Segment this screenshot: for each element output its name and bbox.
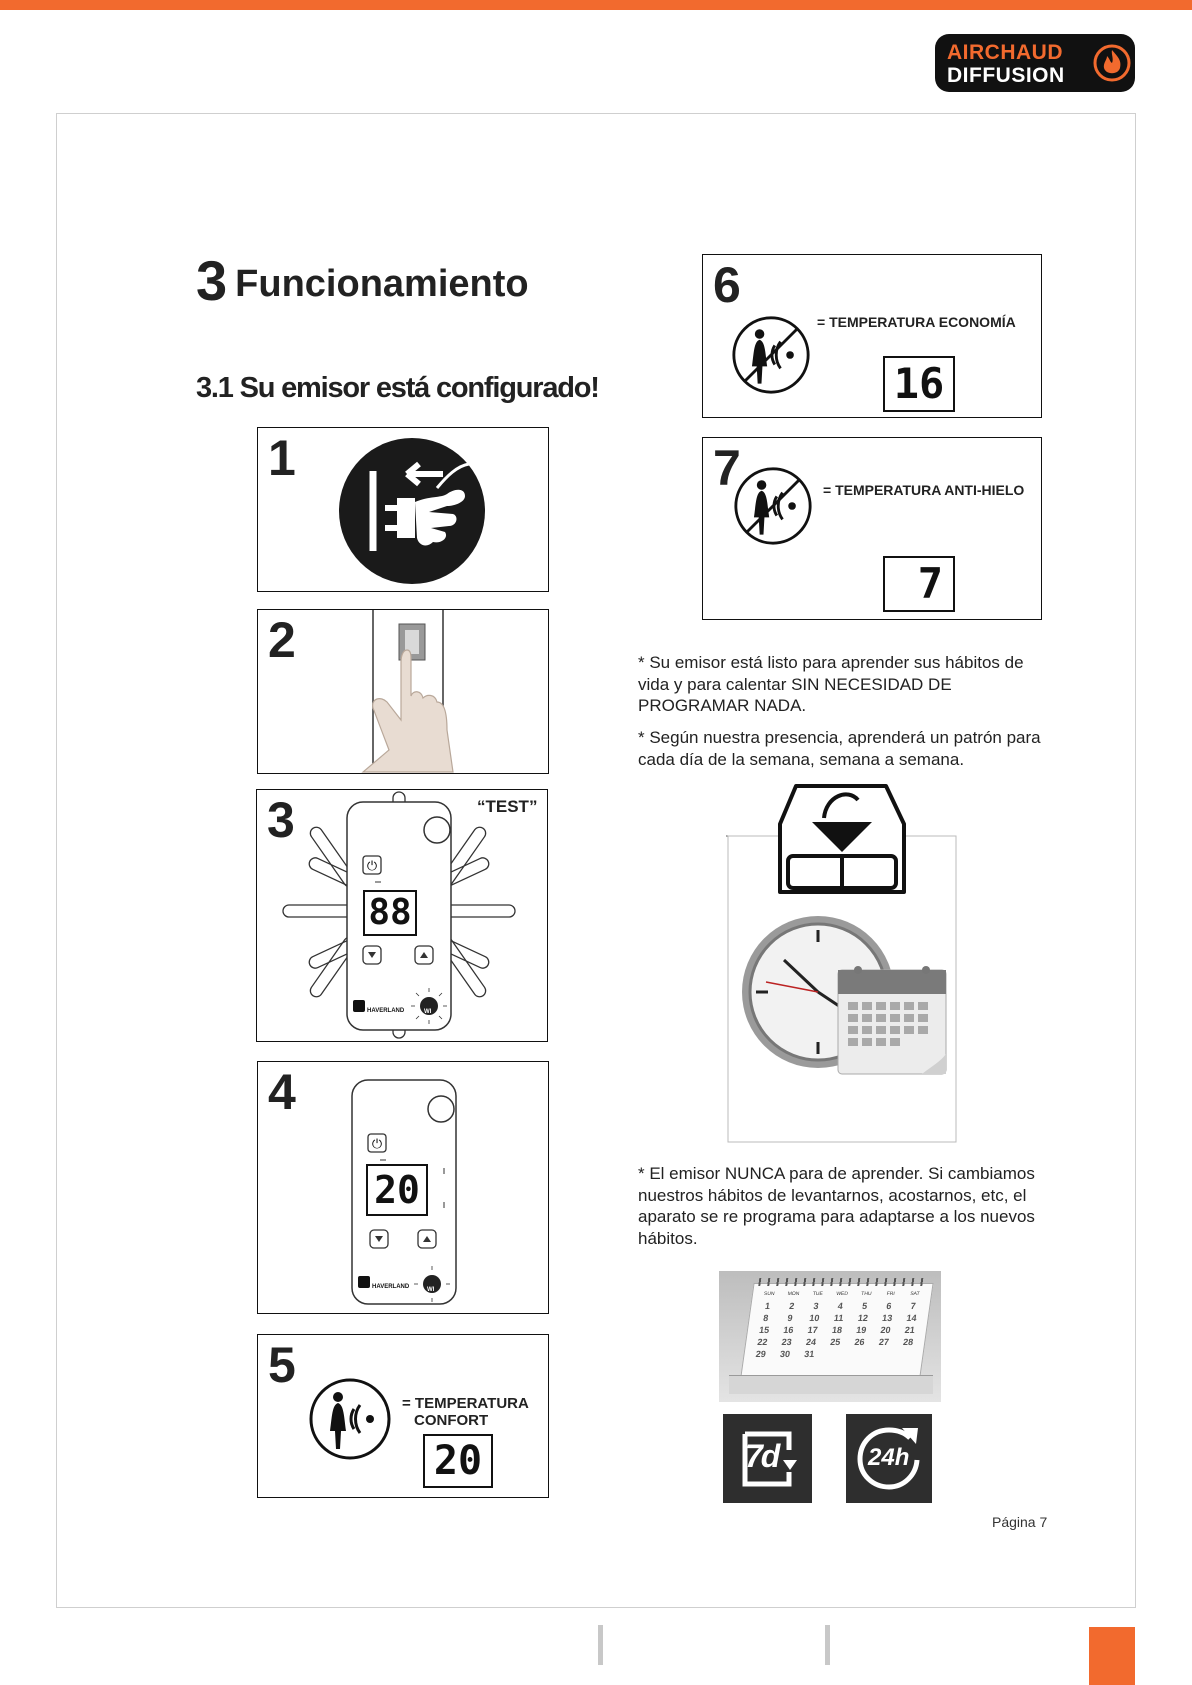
- section-heading: [196, 248, 529, 313]
- calendar-date: 31: [803, 1349, 816, 1359]
- calendar-day-headers: [757, 1291, 928, 1297]
- calendar-date: 18: [831, 1325, 843, 1335]
- calendar-date: 15: [758, 1325, 770, 1335]
- antihielo-display: 7: [883, 556, 955, 612]
- calendar-date: 8: [762, 1313, 770, 1323]
- calendar-date: 29: [755, 1349, 767, 1359]
- calendar-date: 16: [782, 1325, 795, 1335]
- calendar-date: 25: [829, 1337, 842, 1347]
- calendar-day-header: TUE: [812, 1291, 824, 1297]
- calendar-rings: [758, 1278, 929, 1286]
- calendar-day-header: THU: [860, 1291, 872, 1297]
- absence-icon: [731, 315, 811, 395]
- wi-badge-4: WI: [427, 1287, 435, 1293]
- confort-display: 20: [423, 1434, 493, 1488]
- test-display: 88: [363, 890, 417, 936]
- unplug-icon: [337, 436, 487, 586]
- confort-label-line1: = TEMPERATURA: [402, 1395, 529, 1412]
- economia-label: = TEMPERATURA ECONOMÍA: [817, 314, 1016, 330]
- footer-accent-square: [1089, 1627, 1135, 1685]
- temperature-display-4: 20: [366, 1164, 428, 1216]
- seven-day-icon: [723, 1414, 812, 1503]
- calendar-date: 11: [833, 1313, 845, 1323]
- calendar-date: 4: [837, 1301, 844, 1311]
- seven-day-label: 7d: [745, 1438, 779, 1474]
- calendar-date: 26: [853, 1337, 866, 1347]
- calendar-date: 2: [788, 1301, 795, 1311]
- calendar-day-header: WED: [835, 1291, 849, 1297]
- calendar-date: 10: [808, 1313, 821, 1323]
- step-2-number: 2: [268, 612, 296, 668]
- step-7-box: [702, 437, 1042, 620]
- confort-label-line2: CONFORT: [414, 1412, 489, 1429]
- section-number: 3: [196, 249, 228, 312]
- calendar-date: 28: [902, 1337, 914, 1347]
- svg-text:⏻: ⏻: [371, 1137, 383, 1152]
- calendar-day-header: MON: [787, 1291, 800, 1297]
- calendar-date: 1: [764, 1301, 771, 1311]
- calendar-date: 9: [786, 1313, 794, 1323]
- top-accent-bar: [0, 0, 1192, 10]
- desk-calendar-base: [729, 1375, 933, 1394]
- antifreeze-absence-icon: [733, 466, 813, 546]
- calendar-date: 27: [878, 1337, 890, 1347]
- desk-calendar-page: [740, 1283, 933, 1377]
- step-3-number: 3: [267, 792, 295, 848]
- step-1-number: 1: [268, 430, 296, 486]
- calendar-date: 7: [910, 1301, 917, 1311]
- step-5-number: 5: [268, 1337, 296, 1393]
- calendar-date: 22: [756, 1337, 769, 1347]
- calendar-day-header: SUN: [763, 1291, 775, 1297]
- calendar-day-header: SAT: [909, 1291, 921, 1297]
- calendar-date: 21: [904, 1325, 916, 1335]
- calendar-date: 6: [885, 1301, 893, 1311]
- section-title: Funcionamiento: [235, 263, 529, 305]
- svg-text:⏻: ⏻: [366, 859, 378, 874]
- step-2-box: [257, 609, 549, 774]
- calendar-date: 19: [855, 1325, 867, 1335]
- page-number: Página 7: [992, 1514, 1048, 1530]
- step-4-box: [257, 1061, 549, 1314]
- antihielo-label: = TEMPERATURA ANTI-HIELO: [823, 482, 1025, 498]
- calendar-date-grid: [748, 1301, 926, 1359]
- calendar-day-header: FRI: [886, 1291, 896, 1297]
- thermostat-brand-4: HAVERLAND: [372, 1284, 410, 1290]
- economia-display: 16: [883, 356, 955, 412]
- calendar-date: 17: [806, 1325, 819, 1335]
- calendar-date: 3: [812, 1301, 820, 1311]
- test-label: “TEST”: [477, 797, 538, 816]
- step-6-number: 6: [713, 257, 741, 313]
- thermostat-brand: HAVERLAND: [367, 1008, 405, 1014]
- step-5-box: [257, 1334, 549, 1498]
- step-6-box: [702, 254, 1042, 418]
- paragraph-1: * Su emisor está listo para aprender sus hábitos de vida y para calentar SIN NECESIDAD DE PROGRAMAR NADA.: [638, 653, 1024, 715]
- step-4-number: 4: [268, 1064, 296, 1120]
- footer-divider-2: [825, 1625, 830, 1665]
- calendar-date: 5: [861, 1301, 868, 1311]
- footer-divider-1: [598, 1625, 603, 1665]
- flame-icon: [1093, 44, 1131, 82]
- hours-icon: [846, 1414, 932, 1503]
- hours-label: 24h: [868, 1444, 910, 1471]
- finger-switch-icon: [343, 610, 543, 772]
- paragraph-2: * Según nuestra presencia, aprenderá un patrón para cada día de la semana, semana a semana.: [638, 728, 1041, 769]
- calendar-date: 13: [881, 1313, 893, 1323]
- calendar-date: 20: [879, 1325, 892, 1335]
- subsection-heading: 3.1 Su emisor está configurado!: [196, 372, 599, 404]
- calendar-date: 30: [779, 1349, 791, 1359]
- calendar-date: 23: [781, 1337, 793, 1347]
- wi-badge: WI: [424, 1009, 432, 1015]
- clock-calendar-illustration: [726, 774, 956, 1144]
- step-7-number: 7: [713, 440, 741, 496]
- brand-logo: [935, 34, 1135, 92]
- desk-calendar: [719, 1271, 941, 1402]
- brand-logo-line2: DIFFUSION: [947, 64, 1065, 87]
- calendar-date: 12: [857, 1313, 869, 1323]
- presence-icon: [308, 1377, 392, 1461]
- brand-logo-line1: AIRCHAUD: [947, 41, 1063, 64]
- calendar-date: 24: [805, 1337, 817, 1347]
- step-1-box: [257, 427, 549, 592]
- calendar-date: 14: [905, 1313, 918, 1323]
- step-3-box: [256, 789, 548, 1042]
- paragraph-3: * El emisor NUNCA para de aprender. Si cambiamos nuestros hábitos de levantarnos, acostarnos, etc, el aparato se re programa para adaptarse a los nuevos hábitos.: [638, 1164, 1035, 1248]
